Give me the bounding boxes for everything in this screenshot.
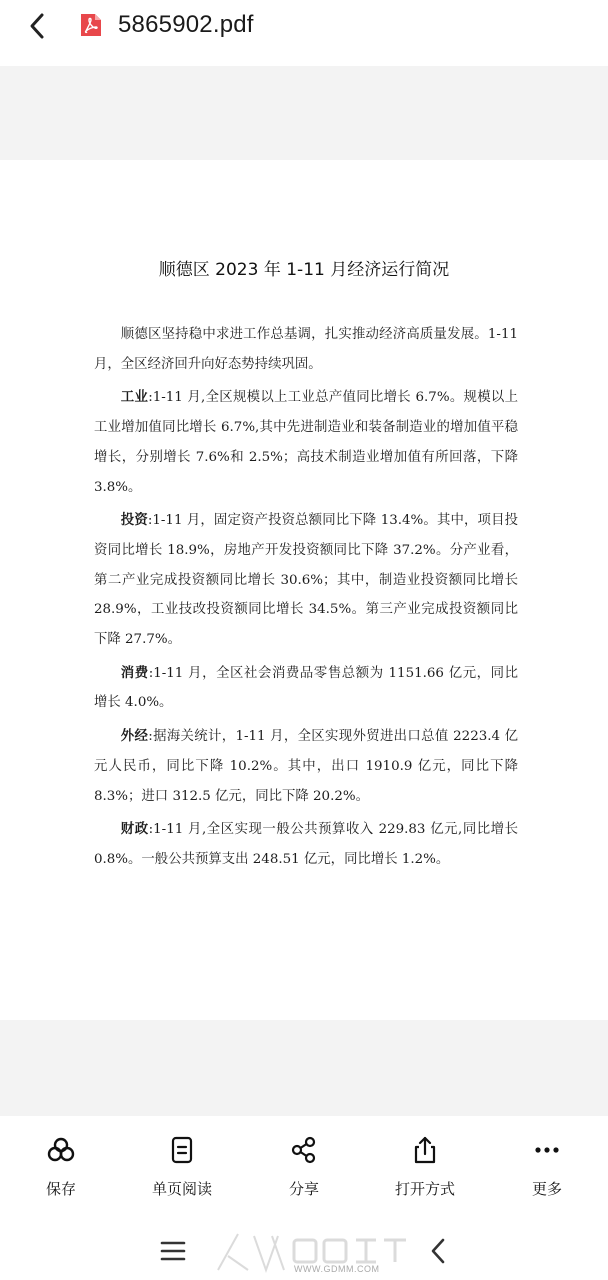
nav-back-button[interactable]: [424, 1236, 454, 1266]
more-label: 更多: [531, 1181, 562, 1198]
bottom-toolbar: [0, 1116, 608, 1216]
section-lead: 投资: [120, 513, 148, 529]
open-with-label: 打开方式: [394, 1181, 455, 1198]
menu-icon: [158, 1236, 188, 1266]
save-label: 保存: [45, 1181, 76, 1198]
viewer-background-top: [0, 66, 608, 160]
single-page-icon: [166, 1134, 198, 1166]
share-button[interactable]: [249, 1134, 359, 1200]
section-text: :1-11 月,全区规模以上工业总产值同比增长 6.7%。规模以上工业增加值同比增长 6.7%,其中先进制造业和装备制造业的增加值平稳增长，分别增长 7.6%和 2.5%；高技术制造业增加值有所回落，下降 3.8%。: [94, 390, 518, 495]
section-investment: [94, 506, 518, 655]
share-label: 分享: [288, 1181, 319, 1198]
section-text: :1-11 月,全区实现一般公共预算收入 229.83 亿元,同比增长 0.8%。一般公共预算支出 248.51 亿元，同比增长 1.2%。: [94, 822, 518, 867]
pdf-file-icon: [79, 12, 103, 38]
section-foreign-trade: [94, 722, 518, 811]
section-lead: 消费: [120, 665, 149, 681]
share-icon: [288, 1134, 320, 1166]
section-lead: 财政: [120, 822, 149, 838]
save-button[interactable]: [6, 1134, 116, 1200]
section-industry: [94, 383, 518, 502]
more-button[interactable]: [492, 1134, 602, 1200]
menu-button[interactable]: [158, 1236, 188, 1266]
section-text: :1-11 月，全区社会消费品零售总额为 1151.66 亿元，同比增长 4.0%。: [94, 665, 518, 711]
more-icon: [531, 1134, 563, 1166]
document-title: 顺德区 2023 年 1-11 月经济运行简况: [158, 260, 450, 280]
file-title: 5865902.pdf: [118, 11, 254, 38]
open-with-icon: [409, 1134, 441, 1166]
intro-paragraph: 顺德区坚持稳中求进工作总基调，扎实推动经济高质量发展。1-11 月，全区经济回升向好态势持续巩固。: [94, 327, 518, 372]
viewer-background-bottom: [0, 1020, 608, 1116]
single-page-label: 单页阅读: [151, 1181, 212, 1198]
back-button[interactable]: [22, 10, 54, 42]
document-body: [94, 320, 518, 879]
chevron-left-icon: [22, 10, 54, 42]
pdf-page[interactable]: [0, 160, 608, 1020]
section-lead: 工业: [120, 390, 149, 406]
single-page-read-button[interactable]: [127, 1134, 237, 1200]
watermark-text: WWW.GDMM.COM: [294, 1264, 380, 1274]
open-with-button[interactable]: [370, 1134, 480, 1200]
section-text: :据海关统计，1-11 月，全区实现外贸进出口总值 2223.4 亿元人民币，同比下降 10.2%。其中，出口 1910.9 亿元，同比下降 8.3%；进口 312.5 亿元，同比下降 20.2%。: [94, 729, 518, 804]
section-lead: 外经: [120, 729, 149, 745]
section-consumption: [94, 659, 518, 718]
back-icon: [424, 1236, 454, 1266]
top-bar: [0, 0, 608, 66]
section-text: :1-11 月，固定资产投资总额同比下降 13.4%。其中，项目投资同比增长 18.9%，房地产开发投资额同比下降 37.2%。分产业看，第二产业完成投资额同比增长 30.6%；其中，制造业投资额同比增长 28.9%，工业技改投资额同比增长 34.5%。第三产业完成投资额同比下降 27.7%。: [94, 513, 519, 648]
section-finance: [94, 815, 518, 874]
save-icon: [45, 1134, 77, 1166]
